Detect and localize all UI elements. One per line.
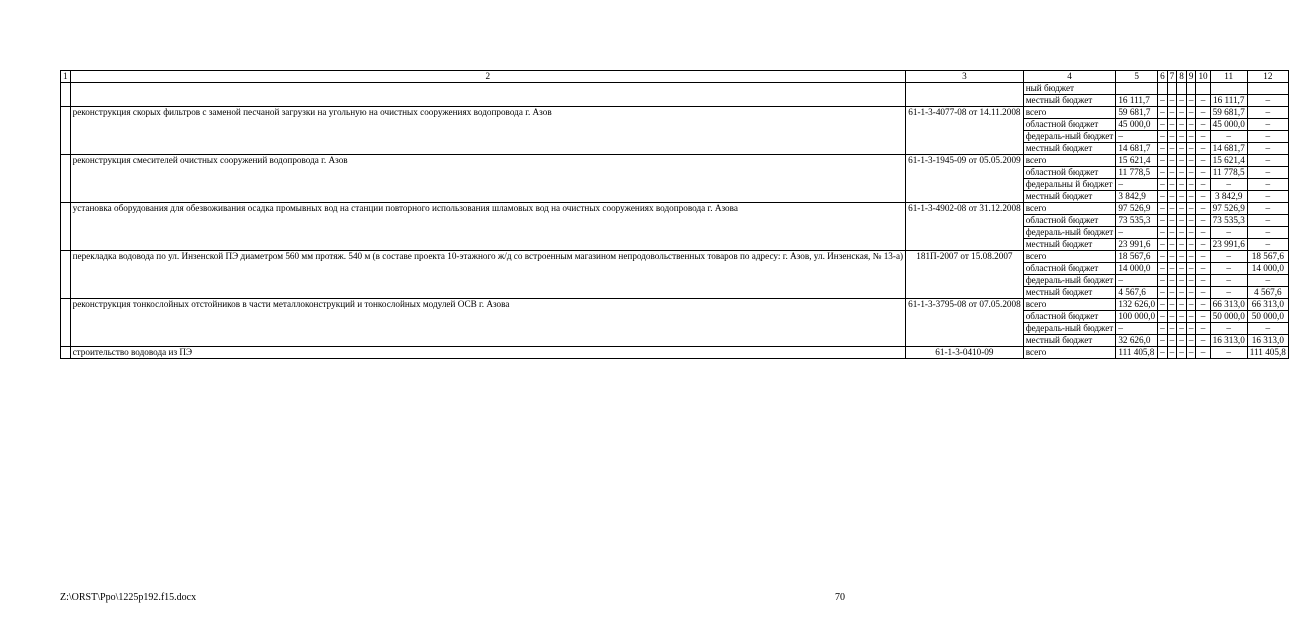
value-cell: 59 681,7 (1210, 107, 1247, 119)
funding-type: местный бюджет (1023, 239, 1116, 251)
value-cell: – (1186, 335, 1196, 347)
funding-type: всего (1023, 155, 1116, 167)
table-row (61, 251, 1289, 263)
funding-type: ный бюджет (1023, 83, 1116, 95)
value-cell: – (1247, 203, 1288, 215)
value-cell: 3 842,9 (1210, 191, 1247, 203)
value-cell: – (1186, 179, 1196, 191)
funding-type: местный бюджет (1023, 335, 1116, 347)
funding-type: местный бюджет (1023, 95, 1116, 107)
value-cell: – (1158, 299, 1168, 311)
value-cell: – (1247, 239, 1288, 251)
value-cell: – (1196, 155, 1210, 167)
row-number-cell (61, 251, 71, 299)
value-cell: 14 000,0 (1116, 263, 1158, 275)
value-cell: – (1186, 191, 1196, 203)
value-cell: 23 991,6 (1116, 239, 1158, 251)
funding-type: федераль-ный бюджет (1023, 323, 1116, 335)
value-cell: – (1186, 239, 1196, 251)
document-number: 61-1-3-4077-08 от 14.11.2008 (906, 107, 1024, 155)
value-cell: 16 111,7 (1210, 95, 1247, 107)
value-cell: 23 991,6 (1210, 239, 1247, 251)
value-cell: – (1196, 299, 1210, 311)
document-number: 181П-2007 от 15.08.2007 (906, 251, 1024, 299)
value-cell: – (1196, 143, 1210, 155)
value-cell: – (1177, 299, 1187, 311)
value-cell: – (1186, 119, 1196, 131)
funding-type: областной бюджет (1023, 311, 1116, 323)
document-number: 61-1-3-0410-09 (906, 347, 1024, 359)
value-cell: – (1177, 119, 1187, 131)
value-cell: – (1167, 215, 1177, 227)
value-cell: 50 000,0 (1210, 311, 1247, 323)
funding-type: всего (1023, 251, 1116, 263)
row-number-cell (61, 299, 71, 347)
value-cell: 14 000,0 (1247, 263, 1288, 275)
object-name: строительство водовода из ПЭ (70, 347, 906, 359)
object-name: установка оборудования для обезвоживания осадка промывных вод на станции повторного использования шламовых вод на очистных сооружениях водопровода г. Азова (70, 203, 906, 251)
funding-type: всего (1023, 107, 1116, 119)
table-row (61, 299, 1289, 311)
value-cell: – (1186, 347, 1196, 359)
value-cell: – (1167, 167, 1177, 179)
value-cell: – (1177, 95, 1187, 107)
value-cell: – (1247, 323, 1288, 335)
value-cell: 16 111,7 (1116, 95, 1158, 107)
value-cell: – (1177, 143, 1187, 155)
continuation-row (61, 83, 1289, 95)
value-cell: 73 535,3 (1210, 215, 1247, 227)
value-cell: – (1177, 215, 1187, 227)
funding-type: местный бюджет (1023, 143, 1116, 155)
column-header: 8 (1177, 71, 1187, 83)
column-header: 12 (1247, 71, 1288, 83)
value-cell: – (1247, 155, 1288, 167)
funding-type: местный бюджет (1023, 287, 1116, 299)
value-cell: 59 681,7 (1116, 107, 1158, 119)
row-number-cell (61, 203, 71, 251)
funding-type: областной бюджет (1023, 167, 1116, 179)
table-row (61, 347, 1289, 359)
value-cell: – (1167, 263, 1177, 275)
funding-type: всего (1023, 203, 1116, 215)
row-number-cell (61, 83, 71, 107)
value-cell: – (1186, 287, 1196, 299)
value-cell: – (1196, 191, 1210, 203)
value-cell: – (1186, 311, 1196, 323)
value-cell: – (1167, 107, 1177, 119)
value-cell: – (1247, 95, 1288, 107)
value-cell: 4 567,6 (1247, 287, 1288, 299)
value-cell: – (1177, 251, 1187, 263)
value-cell: – (1158, 155, 1168, 167)
value-cell: – (1167, 191, 1177, 203)
column-header: 9 (1186, 71, 1196, 83)
value-cell: 45 000,0 (1210, 119, 1247, 131)
value-cell (1210, 83, 1247, 95)
column-header: 5 (1116, 71, 1158, 83)
value-cell: – (1196, 179, 1210, 191)
value-cell: – (1167, 323, 1177, 335)
table-row (61, 155, 1289, 167)
value-cell: – (1167, 203, 1177, 215)
column-header: 4 (1023, 71, 1116, 83)
value-cell: – (1210, 323, 1247, 335)
value-cell: 132 626,0 (1116, 299, 1158, 311)
object-name: реконструкция смесителей очистных сооружений водопровода г. Азов (70, 155, 906, 203)
value-cell: – (1158, 335, 1168, 347)
value-cell: – (1247, 215, 1288, 227)
value-cell: 66 313,0 (1247, 299, 1288, 311)
value-cell: – (1186, 143, 1196, 155)
value-cell: 73 535,3 (1116, 215, 1158, 227)
value-cell: – (1167, 299, 1177, 311)
value-cell: 3 842,9 (1116, 191, 1158, 203)
value-cell: – (1158, 347, 1168, 359)
value-cell: – (1167, 95, 1177, 107)
funding-type: всего (1023, 347, 1116, 359)
value-cell: – (1177, 239, 1187, 251)
value-cell: 18 567,6 (1247, 251, 1288, 263)
value-cell: – (1158, 227, 1168, 239)
value-cell: – (1247, 107, 1288, 119)
value-cell: – (1158, 95, 1168, 107)
header-row (61, 71, 1289, 83)
value-cell: – (1186, 275, 1196, 287)
value-cell: – (1158, 323, 1168, 335)
value-cell: – (1116, 131, 1158, 143)
value-cell: – (1210, 275, 1247, 287)
column-header: 1 (61, 71, 71, 83)
value-cell: – (1158, 215, 1168, 227)
column-header: 10 (1196, 71, 1210, 83)
row-number-cell (61, 347, 71, 359)
document-cell (906, 83, 1024, 107)
value-cell: – (1177, 167, 1187, 179)
value-cell: – (1116, 275, 1158, 287)
column-header: 11 (1210, 71, 1247, 83)
value-cell: – (1177, 131, 1187, 143)
column-header: 7 (1167, 71, 1177, 83)
value-cell: 97 526,9 (1116, 203, 1158, 215)
value-cell: – (1116, 179, 1158, 191)
value-cell: – (1210, 287, 1247, 299)
value-cell: – (1196, 311, 1210, 323)
value-cell: – (1186, 107, 1196, 119)
value-cell: – (1196, 347, 1210, 359)
value-cell: – (1158, 311, 1168, 323)
value-cell (1167, 83, 1177, 95)
document-number: 61-1-3-3795-08 от 07.05.2008 (906, 299, 1024, 347)
value-cell: – (1167, 239, 1177, 251)
value-cell: 111 405,8 (1116, 347, 1158, 359)
value-cell: – (1210, 347, 1247, 359)
value-cell: – (1247, 119, 1288, 131)
value-cell: – (1196, 95, 1210, 107)
value-cell: – (1177, 287, 1187, 299)
funding-type: областной бюджет (1023, 215, 1116, 227)
value-cell: – (1177, 155, 1187, 167)
value-cell: – (1158, 275, 1168, 287)
value-cell: – (1167, 287, 1177, 299)
document-number: 61-1-3-1945-09 от 05.05.2009 (906, 155, 1024, 203)
funding-type: местный бюджет (1023, 191, 1116, 203)
funding-type: федераль-ный бюджет (1023, 227, 1116, 239)
value-cell (1177, 83, 1187, 95)
column-header: 6 (1158, 71, 1168, 83)
value-cell: 100 000,0 (1116, 311, 1158, 323)
value-cell: – (1158, 119, 1168, 131)
value-cell: – (1196, 167, 1210, 179)
value-cell: – (1177, 323, 1187, 335)
value-cell: – (1247, 227, 1288, 239)
value-cell: – (1158, 179, 1168, 191)
value-cell: – (1186, 323, 1196, 335)
value-cell: – (1177, 347, 1187, 359)
object-name-cell (70, 83, 906, 107)
value-cell: – (1186, 95, 1196, 107)
value-cell: – (1210, 131, 1247, 143)
value-cell: – (1167, 143, 1177, 155)
value-cell: – (1196, 335, 1210, 347)
value-cell: 4 567,6 (1116, 287, 1158, 299)
value-cell: 14 681,7 (1116, 143, 1158, 155)
value-cell: – (1177, 203, 1187, 215)
value-cell: 18 567,6 (1116, 251, 1158, 263)
value-cell: – (1196, 287, 1210, 299)
footer-file-path: Z:\ORST\Ppo\1225p192.f15.docx (60, 592, 197, 603)
value-cell: – (1177, 179, 1187, 191)
value-cell (1196, 83, 1210, 95)
value-cell: – (1247, 191, 1288, 203)
budget-table (60, 70, 1289, 359)
funding-type: областной бюджет (1023, 263, 1116, 275)
value-cell: – (1196, 119, 1210, 131)
value-cell: – (1177, 191, 1187, 203)
value-cell: – (1158, 287, 1168, 299)
funding-type: федераль-ный бюджет (1023, 131, 1116, 143)
object-name: реконструкция тонкослойных отстойников в части металлоконструкций и тонкослойных модулей ОСВ г. Азова (70, 299, 906, 347)
column-header: 2 (70, 71, 906, 83)
value-cell: – (1158, 251, 1168, 263)
value-cell: – (1196, 251, 1210, 263)
value-cell: 16 313,0 (1210, 335, 1247, 347)
value-cell: – (1196, 131, 1210, 143)
table-row (61, 203, 1289, 215)
value-cell: – (1158, 131, 1168, 143)
value-cell: – (1196, 323, 1210, 335)
value-cell: – (1210, 251, 1247, 263)
page-number: 70 (835, 592, 845, 603)
value-cell: – (1247, 275, 1288, 287)
value-cell: – (1186, 299, 1196, 311)
value-cell: – (1196, 263, 1210, 275)
value-cell: – (1186, 167, 1196, 179)
value-cell: – (1196, 203, 1210, 215)
value-cell: – (1167, 335, 1177, 347)
value-cell (1186, 83, 1196, 95)
value-cell (1247, 83, 1288, 95)
value-cell: 32 626,0 (1116, 335, 1158, 347)
value-cell: – (1167, 347, 1177, 359)
value-cell (1116, 83, 1158, 95)
value-cell: – (1210, 263, 1247, 275)
value-cell: – (1186, 155, 1196, 167)
value-cell: 15 621,4 (1210, 155, 1247, 167)
value-cell: – (1177, 227, 1187, 239)
value-cell: – (1196, 107, 1210, 119)
value-cell: – (1116, 227, 1158, 239)
value-cell: – (1177, 335, 1187, 347)
value-cell: – (1196, 275, 1210, 287)
funding-type: федераль-ный бюджет (1023, 275, 1116, 287)
value-cell: – (1186, 251, 1196, 263)
value-cell: – (1158, 239, 1168, 251)
value-cell: 45 000,0 (1116, 119, 1158, 131)
value-cell: – (1186, 203, 1196, 215)
value-cell: – (1186, 131, 1196, 143)
value-cell: 15 621,4 (1116, 155, 1158, 167)
value-cell: – (1177, 311, 1187, 323)
value-cell: – (1186, 263, 1196, 275)
value-cell: – (1158, 191, 1168, 203)
value-cell: – (1158, 203, 1168, 215)
value-cell: 66 313,0 (1210, 299, 1247, 311)
value-cell: – (1167, 227, 1177, 239)
value-cell: – (1177, 107, 1187, 119)
value-cell: – (1167, 251, 1177, 263)
value-cell: – (1167, 179, 1177, 191)
value-cell: – (1158, 143, 1168, 155)
value-cell: – (1167, 131, 1177, 143)
value-cell: – (1247, 167, 1288, 179)
value-cell: 11 778,5 (1210, 167, 1247, 179)
value-cell: 111 405,8 (1247, 347, 1288, 359)
column-header: 3 (906, 71, 1024, 83)
value-cell: – (1196, 215, 1210, 227)
value-cell: 97 526,9 (1210, 203, 1247, 215)
value-cell: – (1158, 107, 1168, 119)
funding-type: федеральны й бюджет (1023, 179, 1116, 191)
object-name: реконструкция скорых фильтров с заменой песчаной загрузки на угольную на очистных сооружениях водопровода г. Азов (70, 107, 906, 155)
value-cell (1158, 83, 1168, 95)
value-cell: – (1177, 275, 1187, 287)
value-cell: – (1158, 167, 1168, 179)
table-row (61, 107, 1289, 119)
value-cell: 50 000,0 (1247, 311, 1288, 323)
row-number-cell (61, 155, 71, 203)
funding-type: областной бюджет (1023, 119, 1116, 131)
value-cell: – (1196, 239, 1210, 251)
object-name: перекладка водовода по ул. Инзенской ПЭ диаметром 560 мм протяж. 540 м (в составе проекта 10-этажного ж/д со встроенным магазином непродовольственных товаров по адресу: г. Азов, ул. Инзенская, № 13-а) (70, 251, 906, 299)
value-cell: 16 313,0 (1247, 335, 1288, 347)
value-cell: – (1210, 179, 1247, 191)
value-cell: – (1116, 323, 1158, 335)
row-number-cell (61, 107, 71, 155)
value-cell: – (1247, 179, 1288, 191)
value-cell: – (1210, 227, 1247, 239)
value-cell: – (1167, 119, 1177, 131)
value-cell: 11 778,5 (1116, 167, 1158, 179)
value-cell: – (1167, 311, 1177, 323)
value-cell: – (1158, 263, 1168, 275)
value-cell: – (1247, 143, 1288, 155)
value-cell: – (1186, 227, 1196, 239)
value-cell: – (1196, 227, 1210, 239)
funding-type: всего (1023, 299, 1116, 311)
value-cell: – (1186, 215, 1196, 227)
value-cell: – (1167, 275, 1177, 287)
value-cell: – (1177, 263, 1187, 275)
value-cell: – (1247, 131, 1288, 143)
value-cell: – (1167, 155, 1177, 167)
document-number: 61-1-3-4902-08 от 31.12.2008 (906, 203, 1024, 251)
value-cell: 14 681,7 (1210, 143, 1247, 155)
